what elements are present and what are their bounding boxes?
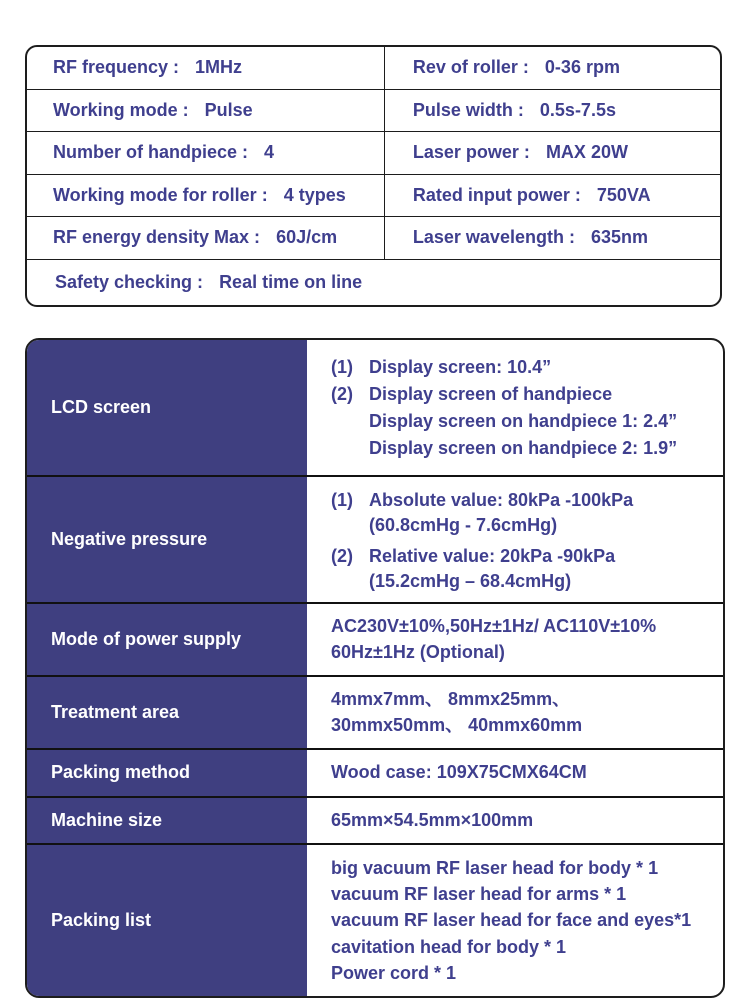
line-text: 30mmx50mm、 40mmx60mm [331,714,583,735]
line-number: (2) [331,383,353,404]
spec-label: Number of handpiece : [53,142,249,163]
spec-value: 635nm [590,227,648,248]
line-text: cavitation head for body * 1 [331,936,567,957]
line-text: Wood case: 109X75CMX64CM [331,762,587,783]
spec-value: 4 [264,142,275,163]
line-text: Display screen: 10.4” [369,356,552,377]
spec-row-working-mode [27,90,384,133]
spec-value: 0.5s-7.5s [539,99,616,120]
row-content [307,604,723,675]
content-line [331,487,713,514]
line-text: AC230V±10%,50Hz±1Hz/ AC110V±10% 60Hz±1Hz (Optional) [331,616,657,662]
line-text: vacuum RF laser head for face and eyes*1 [331,910,692,931]
row-label: Packing list [27,845,307,995]
line-text: Absolute value: 80kPa -100kPa [369,490,634,510]
line-number: (1) [331,490,353,510]
spec-row-laser-wavelength [384,217,720,260]
spec-row-safety-checking [27,260,720,305]
spec-label: RF frequency : [53,57,180,78]
line-text: (60.8cmHg - 7.6cmHg) [369,515,558,535]
line-text: 65mm×54.5mm×100mm [331,809,534,830]
content-line [331,543,713,570]
spec-row-laser-power [384,132,720,175]
content-line [331,354,713,381]
row-label: Negative pressure [27,477,307,602]
spec-label: Laser wavelength : [412,227,575,248]
line-text: Display screen of handpiece [369,383,613,404]
line-text: Display screen on handpiece 2: 1.9” [369,437,678,458]
table-row-treatment-area [27,677,723,750]
row-label: Treatment area [27,677,307,748]
row-content [307,750,723,796]
table-row-machine-size [27,798,723,846]
spec-value: Real time on line [219,271,363,292]
spec-value: 4 types [283,184,346,205]
spec-value: 1MHz [195,57,243,78]
spec-label: Working mode : [53,99,189,120]
line-text: (15.2cmHg – 68.4cmHg) [369,570,572,591]
table-row-packing-list [27,845,723,995]
spec-row-rf-energy-density [27,217,384,260]
table-row-negative-pressure [27,477,723,604]
spec-label: Working mode for roller : [53,184,268,205]
spec-label: Laser power : [412,142,530,163]
spec-value: Pulse [204,99,253,120]
line-text: big vacuum RF laser head for body * 1 [331,858,659,879]
spec-row-working-mode-roller [27,175,384,218]
row-label: Mode of power supply [27,604,307,675]
spec-label: Rated input power : [412,184,581,205]
content-line [331,435,713,462]
spec-row-pulse-width [384,90,720,133]
spec-label: Pulse width : [412,99,524,120]
content-line [331,514,713,537]
spec-label: Safety checking : [55,271,204,292]
table-row-power-supply [27,604,723,677]
spec-label: RF energy density Max : [53,227,261,248]
row-label: LCD screen [27,340,307,475]
line-text: 4mmx7mm、 8mmx25mm、 [331,689,571,710]
spec-row-rf-frequency [27,47,384,90]
line-text: Display screen on handpiece 1: 2.4” [369,410,678,431]
spec-table-top-grid [27,47,720,260]
table-row-packing-method [27,750,723,798]
line-number: (2) [331,545,353,566]
spec-row-rated-input-power [384,175,720,218]
row-content [307,845,723,995]
row-content [307,677,723,748]
spec-table-bottom [25,338,725,998]
row-content [307,340,723,475]
spec-value: 0-36 rpm [544,57,620,78]
spec-row-rev-of-roller [384,47,720,90]
line-text: vacuum RF laser head for arms * 1 [331,884,627,905]
spec-value: 60J/cm [276,227,338,248]
content-line [331,408,713,435]
row-label: Machine size [27,798,307,844]
content-line [331,381,713,408]
line-number: (1) [331,356,353,377]
spec-value: 750VA [596,184,651,205]
spec-value: MAX 20W [545,142,628,163]
line-text: Relative value: 20kPa -90kPa [369,545,616,566]
row-content [307,477,723,602]
spec-table-top [25,45,722,307]
spec-row-number-of-handpiece [27,132,384,175]
row-content [307,798,723,844]
spec-label: Rev of roller : [412,57,529,78]
table-row-lcd-screen [27,340,723,477]
row-label: Packing method [27,750,307,796]
content-line [331,570,713,593]
line-text: Power cord * 1 [331,962,457,983]
